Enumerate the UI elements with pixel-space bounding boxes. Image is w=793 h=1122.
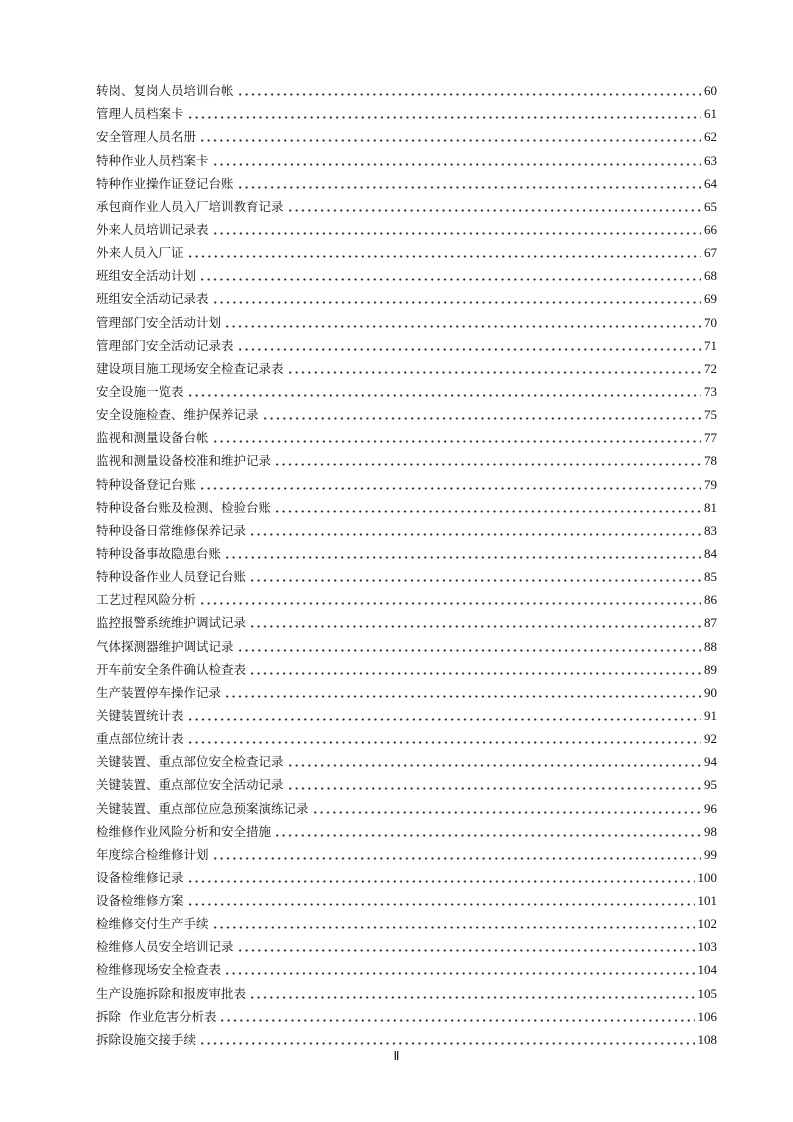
- toc-entry[interactable]: [96, 241, 717, 264]
- toc-entry[interactable]: [96, 334, 717, 357]
- toc-entry-title: 重点部位统计表: [96, 731, 184, 747]
- dot-leader: [199, 1035, 694, 1045]
- toc-entry-page: 101: [697, 893, 717, 909]
- dot-leader: [249, 989, 694, 999]
- dot-leader: [187, 896, 695, 906]
- toc-entry-page: 90: [704, 684, 717, 700]
- toc-entry-title: 特种设备事故隐患台账: [96, 545, 222, 561]
- toc-entry[interactable]: [96, 472, 717, 495]
- toc-entry-title: 特种设备作业人员登记台账: [96, 569, 247, 585]
- toc-entry[interactable]: [96, 125, 717, 148]
- toc-entry-page: 67: [704, 245, 717, 261]
- dot-leader: [237, 86, 701, 96]
- toc-entry-page: 88: [704, 638, 717, 654]
- toc-entry-title: 生产设施拆除和报废审批表: [96, 985, 247, 1001]
- dot-leader: [212, 294, 701, 304]
- dot-leader: [287, 364, 701, 374]
- dot-leader: [199, 271, 701, 281]
- toc-entry[interactable]: [96, 542, 717, 565]
- toc-entry[interactable]: [96, 773, 717, 796]
- toc-entry-title: 班组安全活动计划: [96, 268, 197, 284]
- toc-entry-title: 安全设施一览表: [96, 383, 184, 399]
- toc-entry-page: 64: [704, 175, 717, 191]
- toc-entry[interactable]: [96, 704, 717, 727]
- toc-entry-title: 设备检维修方案: [96, 893, 184, 909]
- dot-leader: [312, 804, 701, 814]
- toc-entry-page: 63: [704, 152, 717, 168]
- toc-entry-page: 99: [704, 846, 717, 862]
- toc-entry[interactable]: [96, 565, 717, 588]
- dot-leader: [249, 665, 701, 675]
- toc-entry-page: 83: [704, 522, 717, 538]
- toc-entry-title: 特种作业操作证登记台账: [96, 175, 234, 191]
- toc-entry-title: 特种设备登记台账: [96, 476, 197, 492]
- dot-leader: [262, 410, 701, 420]
- dot-leader: [287, 757, 701, 767]
- toc-entry-page: 72: [704, 360, 717, 376]
- toc-entry-title: 特种设备台账及检测、检验台账: [96, 499, 272, 515]
- toc-entry-title: 监视和测量设备校准和维护记录: [96, 453, 272, 469]
- toc-entry[interactable]: [96, 102, 717, 125]
- toc-entry-page: 102: [697, 916, 717, 932]
- toc-entry-title: 开车前安全条件确认检查表: [96, 661, 247, 677]
- toc-entry-page: 75: [704, 407, 717, 423]
- toc-entry-title: 外来人员入厂证: [96, 245, 184, 261]
- dot-leader: [224, 688, 701, 698]
- toc-entry[interactable]: [96, 958, 717, 981]
- toc-entry-page: 91: [704, 707, 717, 723]
- toc-entry[interactable]: [96, 426, 717, 449]
- dot-leader: [187, 109, 701, 119]
- dot-leader: [249, 526, 701, 536]
- toc-entry-title: 特种设备日常维修保养记录: [96, 522, 247, 538]
- toc-entry-title: 检维修交付生产手续: [96, 916, 209, 932]
- toc-entry[interactable]: [96, 866, 717, 889]
- toc-entry-title: 关键装置、重点部位应急预案演练记录: [96, 800, 309, 816]
- toc-entry-title: 检维修现场安全检查表: [96, 962, 222, 978]
- dot-leader: [224, 965, 694, 975]
- toc-entry[interactable]: [96, 287, 717, 310]
- toc-entry-page: 65: [704, 198, 717, 214]
- toc-entry[interactable]: [96, 403, 717, 426]
- toc-entry[interactable]: [96, 148, 717, 171]
- toc-entry-page: 85: [704, 569, 717, 585]
- toc-entry-title: 承包商作业人员入厂培训教育记录: [96, 198, 284, 214]
- page-number: Ⅱ: [393, 1049, 400, 1063]
- toc-entry-title: 管理部门安全活动计划: [96, 314, 222, 330]
- toc-entry-title: 工艺过程风险分析: [96, 592, 197, 608]
- toc-entry-title: 关键装置统计表: [96, 707, 184, 723]
- dot-leader: [212, 919, 695, 929]
- dot-leader: [274, 503, 701, 513]
- dot-leader: [187, 248, 701, 258]
- toc-entry[interactable]: [96, 172, 717, 195]
- toc-entry-page: 69: [704, 291, 717, 307]
- dot-leader: [187, 873, 695, 883]
- toc-entry-page: 103: [697, 939, 717, 955]
- toc-entry[interactable]: [96, 912, 717, 935]
- dot-leader: [274, 827, 701, 837]
- toc-entry-page: 106: [697, 1008, 717, 1024]
- toc-entry-title: 年度综合检维修计划: [96, 846, 209, 862]
- toc-entry-page: 94: [704, 754, 717, 770]
- toc-entry-title: 特种作业人员档案卡: [96, 152, 209, 168]
- toc-entry[interactable]: [96, 935, 717, 958]
- toc-entry-title: 管理部门安全活动记录表: [96, 337, 234, 353]
- toc-entry-page: 61: [704, 106, 717, 122]
- table-of-contents: [96, 79, 717, 1051]
- dot-leader: [212, 850, 701, 860]
- toc-entry-title: 班组安全活动记录表: [96, 291, 209, 307]
- toc-entry-page: 66: [704, 221, 717, 237]
- dot-leader: [237, 341, 701, 351]
- toc-entry-title: 监视和测量设备台帐: [96, 430, 209, 446]
- toc-entry-title: 监控报警系统维护调试记录: [96, 615, 247, 631]
- toc-entry-page: 86: [704, 592, 717, 608]
- toc-entry-title: 拆除设施交接手续: [96, 1031, 197, 1047]
- toc-entry[interactable]: [96, 357, 717, 380]
- toc-entry[interactable]: [96, 750, 717, 773]
- toc-entry-page: 89: [704, 661, 717, 677]
- toc-entry-title: 安全管理人员名册: [96, 129, 197, 145]
- dot-leader: [187, 711, 701, 721]
- toc-entry-title: 关键装置、重点部位安全活动记录: [96, 777, 284, 793]
- toc-entry-title: 拆除 作业危害分析表: [96, 1008, 217, 1024]
- toc-entry-title: 设备检维修记录: [96, 869, 184, 885]
- toc-entry-page: 71: [704, 337, 717, 353]
- toc-entry[interactable]: [96, 1005, 717, 1028]
- dot-leader: [187, 734, 701, 744]
- toc-entry-page: 92: [704, 731, 717, 747]
- toc-entry[interactable]: [96, 820, 717, 843]
- toc-entry-page: 68: [704, 268, 717, 284]
- toc-entry-page: 60: [704, 83, 717, 99]
- dot-leader: [219, 1012, 694, 1022]
- dot-leader: [199, 595, 701, 605]
- toc-entry[interactable]: [96, 79, 717, 102]
- dot-leader: [224, 549, 701, 559]
- dot-leader: [249, 618, 701, 628]
- toc-entry-title: 关键装置、重点部位安全检查记录: [96, 754, 284, 770]
- toc-entry-title: 建设项目施工现场安全检查记录表: [96, 360, 284, 376]
- toc-entry-page: 84: [704, 545, 717, 561]
- toc-entry-page: 81: [704, 499, 717, 515]
- toc-entry-page: 96: [704, 800, 717, 816]
- toc-entry-page: 108: [697, 1031, 717, 1047]
- toc-entry-title: 管理人员档案卡: [96, 106, 184, 122]
- toc-entry[interactable]: [96, 496, 717, 519]
- dot-leader: [212, 225, 701, 235]
- toc-entry[interactable]: [96, 727, 717, 750]
- toc-entry-title: 检维修人员安全培训记录: [96, 939, 234, 955]
- dot-leader: [187, 387, 701, 397]
- toc-entry-title: 生产装置停车操作记录: [96, 684, 222, 700]
- dot-leader: [287, 202, 701, 212]
- dot-leader: [224, 318, 701, 328]
- toc-entry[interactable]: [96, 218, 717, 241]
- toc-entry-title: 安全设施检查、维护保养记录: [96, 407, 259, 423]
- dot-leader: [199, 480, 701, 490]
- toc-entry[interactable]: [96, 658, 717, 681]
- toc-entry-page: 70: [704, 314, 717, 330]
- dot-leader: [212, 433, 701, 443]
- dot-leader: [237, 642, 701, 652]
- toc-entry-page: 100: [697, 869, 717, 885]
- toc-entry[interactable]: [96, 889, 717, 912]
- toc-entry[interactable]: [96, 843, 717, 866]
- toc-entry-title: 气体探测器维护调试记录: [96, 638, 234, 654]
- dot-leader: [212, 156, 701, 166]
- toc-entry[interactable]: [96, 310, 717, 333]
- toc-entry-page: 98: [704, 823, 717, 839]
- toc-entry[interactable]: [96, 195, 717, 218]
- toc-entry-title: 外来人员培训记录表: [96, 221, 209, 237]
- toc-entry[interactable]: [96, 380, 717, 403]
- toc-entry-page: 104: [697, 962, 717, 978]
- toc-entry-title: 转岗、复岗人员培训台帐: [96, 83, 234, 99]
- toc-entry-page: 62: [704, 129, 717, 145]
- dot-leader: [274, 456, 701, 466]
- toc-entry[interactable]: [96, 796, 717, 819]
- toc-entry-page: 78: [704, 453, 717, 469]
- toc-entry[interactable]: [96, 449, 717, 472]
- dot-leader: [199, 132, 701, 142]
- toc-entry-title: 检维修作业风险分析和安全措施: [96, 823, 272, 839]
- toc-entry[interactable]: [96, 519, 717, 542]
- toc-entry-page: 79: [704, 476, 717, 492]
- dot-leader: [237, 942, 695, 952]
- toc-entry[interactable]: [96, 681, 717, 704]
- dot-leader: [287, 780, 701, 790]
- toc-entry[interactable]: [96, 1028, 717, 1051]
- toc-entry-page: 87: [704, 615, 717, 631]
- dot-leader: [249, 572, 701, 582]
- toc-entry[interactable]: [96, 611, 717, 634]
- dot-leader: [237, 179, 701, 189]
- toc-entry[interactable]: [96, 634, 717, 657]
- toc-entry-page: 95: [704, 777, 717, 793]
- toc-entry[interactable]: [96, 981, 717, 1004]
- toc-entry[interactable]: [96, 264, 717, 287]
- toc-entry-page: 77: [704, 430, 717, 446]
- toc-entry-page: 73: [704, 383, 717, 399]
- toc-entry[interactable]: [96, 588, 717, 611]
- toc-entry-page: 105: [697, 985, 717, 1001]
